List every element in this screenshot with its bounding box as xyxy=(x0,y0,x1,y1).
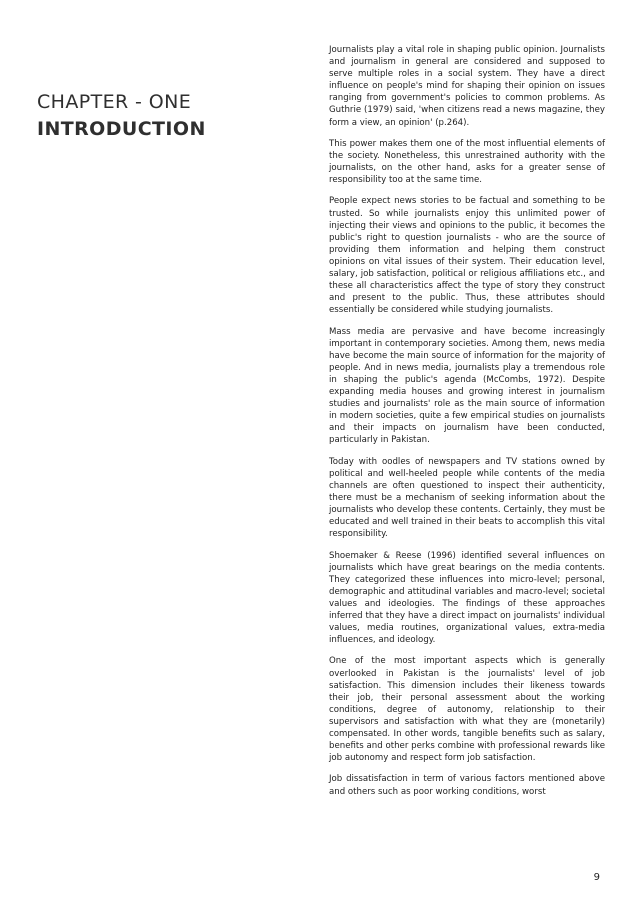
chapter-heading xyxy=(37,90,267,142)
paragraph-1: Journalists play a vital role in shaping public opinion. Journalists and journalism in general are considered and supposed to serve multiple roles in a social system. They have a direct influence on people's mind for shaping their opinion on issues ranging from government's policies to common problems. As Guthrie (1979) said, 'when citizens read a news magazine, they form a view, an opinion' (p.264). xyxy=(329,45,605,128)
paragraph-2: This power makes them one of the most influential elements of the society. Nonetheless, this unrestrained authority with the journalists, on the other hand, asks for a greater sense of responsibility too at the same time. xyxy=(329,138,605,186)
paragraph-5: Today with oodles of newspapers and TV stations owned by political and well-heeled people while contents of the media channels are often questioned to inspect their authenticity, there must be a mechanism of seeking information about the journalists who develop these contents. Certainly, they must be educated and well trained in their beats to accomplish this vital responsibility. xyxy=(329,456,605,540)
paragraph-4: Mass media are pervasive and have become increasingly important in contemporary societies. Among them, news media have become the main source of information for the majority of people. And in news media, journalists play a tremendous role in shaping the public's agenda (McCombs, 1972). Despite expanding media houses and growing interest in journalism studies and journalists' role as the main source of information in modern societies, quite a few empirical studies on journalists and their impacts on journalism have been conducted, particularly in Pakistan. xyxy=(329,326,605,446)
paragraph-8: Job dissatisfaction in term of various factors mentioned above and others such as poor working conditions, worst xyxy=(329,774,605,797)
paragraph-7: One of the most important aspects which is generally overlooked in Pakistan is the journalists' level of job satisfaction. This dimension includes their likeness towards their job, their personal assessment about the working conditions, degree of autonomy, relationship to their supervisors and satisfaction with what they are (monetarily) compensated. In other words, tangible benefits such as salary, benefits and other perks combine with professional rewards like job autonomy and respect form job satisfaction. xyxy=(329,656,605,764)
paragraph-6: Shoemaker & Reese (1996) identified several influences on journalists which have great bearings on the media contents. They categorized these influences into micro-level; personal, demographic and attitudinal variables and macro-level; societal values and ideologies. The findings of these approaches inferred that they have a direct impact on journalists' individual values, media routines, organizational values, extra-media influences, and ideology. xyxy=(329,550,605,646)
chapter-title: INTRODUCTION xyxy=(37,118,206,140)
chapter-label: CHAPTER - ONE xyxy=(37,91,192,113)
page-number: 9 xyxy=(593,872,600,883)
paragraph-3: People expect news stories to be factual and something to be trusted. So while journalists enjoy this unlimited power of injecting their views and opinions to the public, it becomes the public's right to question journalists - who are the source of providing them information and helping them construct opinions on vital issues of their system. Their education level, salary, job satisfaction, political or religious affiliations etc., and these all characteristics affect the type of story they construct and present to the public. Thus, these attributes should essentially be considered while studying journalists. xyxy=(329,196,605,316)
body-text-column xyxy=(329,44,605,807)
